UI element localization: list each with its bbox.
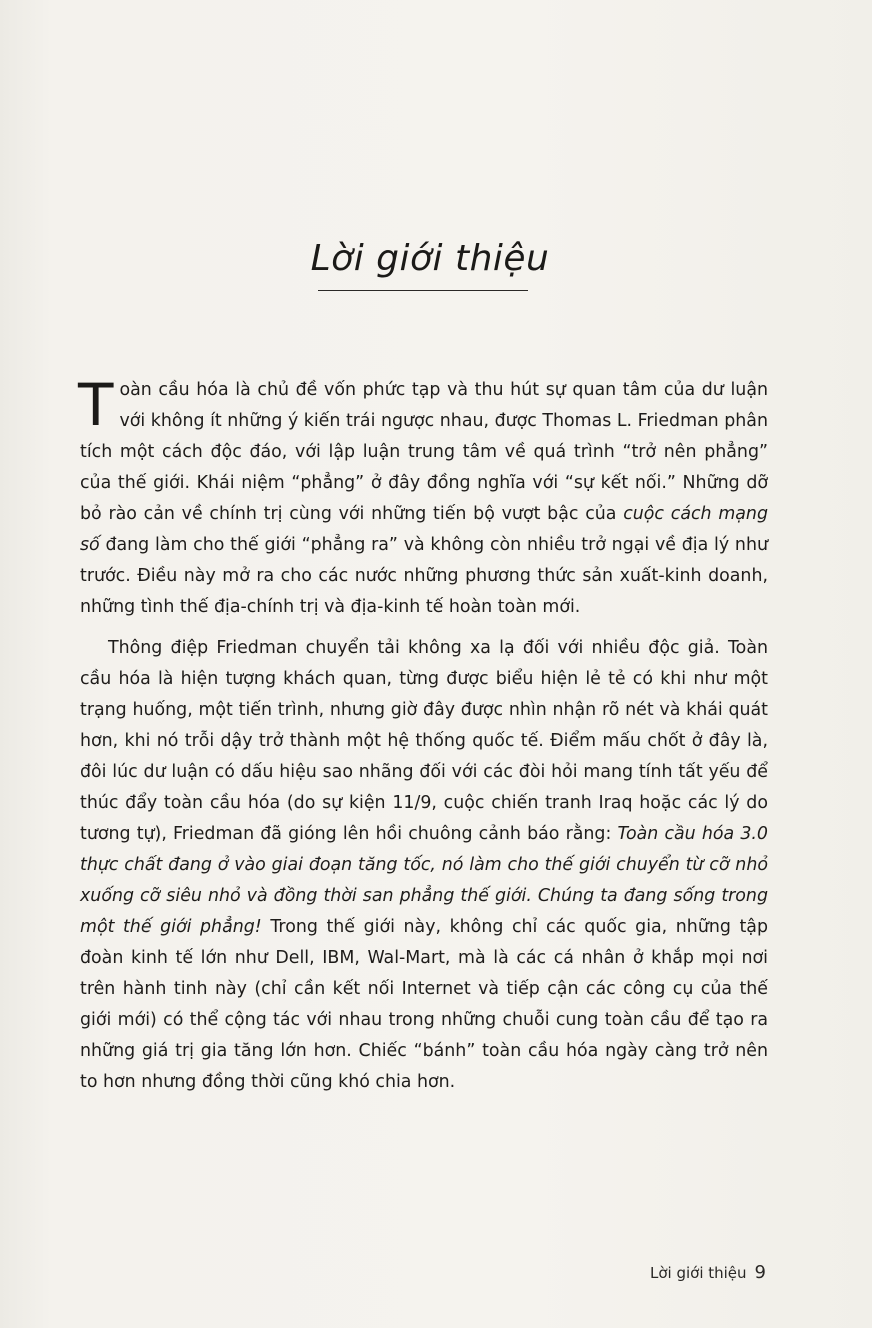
title-underline xyxy=(318,290,528,291)
paragraph-2-italic: Toàn cầu hóa 3.0 thực chất đang ở vào giai đoạn tăng tốc, nó làm cho thế giới chuyển từ cỡ nhỏ xuống cỡ siêu nhỏ và đồng thời san phẳng thế giới. Chúng ta đang sống trong một thế giới phẳng! xyxy=(80,824,768,937)
paragraph-2 xyxy=(80,633,768,1098)
paragraph-1-text-1: oàn cầu hóa là chủ đề vốn phức tạp và thu hút sự quan tâm của dư luận với không ít những ý kiến trái ngược nhau, được Thomas L. Friedman phân tích một cách độc đáo, với lập luận trung tâm về quá trình “trở nên phẳng” của thế giới. Khái niệm “phẳng” ở đây đồng nghĩa với “sự kết nối.” Những dỡ bỏ rào cản về chính trị cùng với những tiến bộ vượt bậc của xyxy=(80,380,768,524)
paragraph-1-italic: cuộc cách mạng số xyxy=(80,504,768,555)
body-text xyxy=(78,371,769,1098)
drop-cap: T xyxy=(78,371,114,439)
paragraph-1-text-2: đang làm cho thế giới “phẳng ra” và không còn nhiều trở ngại về địa lý như trước. Điều này mở ra cho các nước những phương thức sản xuất-kinh doanh, những tình thế địa-chính trị và địa-kinh tế hoàn toàn mới. xyxy=(80,535,768,617)
running-title: Lời giới thiệu xyxy=(649,1264,747,1282)
page-number: 9 xyxy=(754,1262,766,1283)
paragraph-1 xyxy=(78,371,768,623)
paragraph-2-text-2: Trong thế giới này, không chỉ các quốc gia, những tập đoàn kinh tế lớn như Dell, IBM, Wal-Mart, mà là các cá nhân ở khắp mọi nơi trên hành tinh này (chỉ cần kết nối Internet và tiếp cận các công cụ của thế giới mới) có thể cộng tác với nhau trong những chuỗi cung toàn cầu để tạo ra những giá trị gia tăng lớn hơn. Chiếc “bánh” toàn cầu hóa ngày càng trở nên to hơn nhưng đồng thời cũng khó chia hơn. xyxy=(80,917,769,1092)
chapter-title: Lời giới thiệu xyxy=(310,238,550,279)
page-footer xyxy=(650,1262,766,1283)
paragraph-2-text-1: Thông điệp Friedman chuyển tải không xa lạ đối với nhiều độc giả. Toàn cầu hóa là hiện tượng khách quan, từng được biểu hiện lẻ tẻ có khi như một trạng huống, một tiến trình, nhưng giờ đây được nhìn nhận rõ nét và khái quát hơn, khi nó trỗi dậy trở thành một hệ thống quốc tế. Điểm mấu chốt ở đây là, đôi lúc dư luận có dấu hiệu sao nhãng đối với các đòi hỏi mang tính tất yếu để thúc đẩy toàn cầu hóa (do sự kiện 11/9, cuộc chiến tranh Iraq hoặc các lý do tương tự), Friedman đã gióng lên hồi chuông cảnh báo rằng: xyxy=(80,638,768,844)
